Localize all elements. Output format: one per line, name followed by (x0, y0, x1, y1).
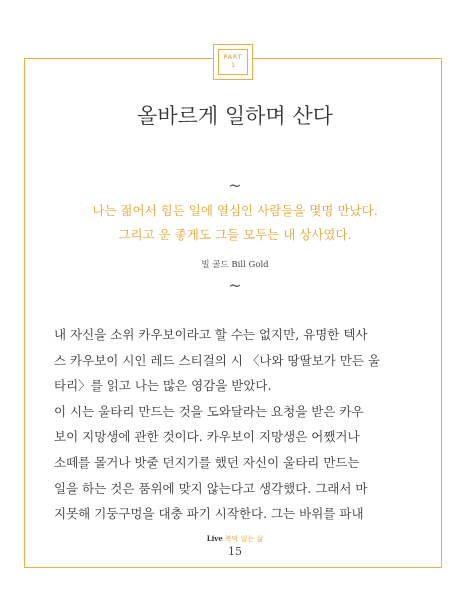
ornament-bottom: ~ (228, 276, 242, 295)
body-line: 지못해 기둥구멍을 대충 파기 시작한다. 그는 바위를 파내 (54, 506, 364, 522)
quote-line-1: 나는 젊어서 힘든 일에 열심인 사람들을 몇명 만났다. (92, 203, 378, 218)
body-line: 일을 하는 것은 품위에 맞지 않는다고 생각했다. 그래서 마 (54, 480, 368, 496)
part-badge-inner (218, 49, 248, 75)
ornament-top: ~ (228, 176, 242, 195)
running-footer (0, 534, 470, 544)
part-label: PART (223, 54, 243, 61)
body-line: 내 자신을 소위 카우보이라고 할 수는 없지만, 유명한 텍사 (54, 327, 368, 342)
body-line: 타리〉를 읽고 나는 많은 영감을 받았다. (54, 378, 272, 394)
chapter-title: 올바르게 일하며 산다 (137, 104, 333, 128)
quote-attribution: 빌 골드 Bill Gold (201, 260, 269, 270)
page-number: 15 (228, 545, 242, 558)
body-line: 보이 지망생에 관한 것이다. 카우보이 지망생은 어쨌거나 (54, 429, 360, 445)
body-line: 소떼를 몰거나 밧줄 던지기를 했던 자신이 울타리 만드는 (54, 454, 360, 470)
quote-line-2: 그리고 운 좋게도 그들 모두는 내 상사였다. (118, 227, 352, 242)
body-text (54, 322, 418, 527)
part-number: 1 (231, 62, 235, 69)
body-line: 스 카우보이 시인 레드 스티걸의 시 〈나와 땅딸보가 만든 울 (54, 352, 380, 368)
footer-live: Live (206, 534, 223, 543)
part-badge (213, 44, 253, 80)
body-line: 이 시는 울타리 만드는 것을 도와달라는 요청을 받은 카우 (54, 403, 364, 419)
footer-book-title: 복막 없는 삶 (225, 535, 264, 543)
